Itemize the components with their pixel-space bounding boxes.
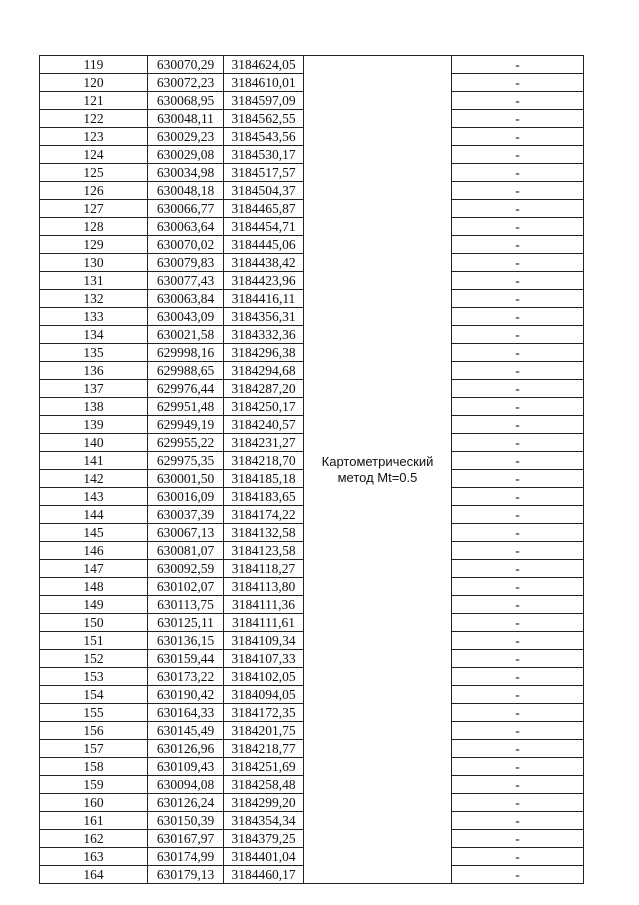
x-coordinate-cell: 630126,24 xyxy=(148,794,224,812)
point-number-cell: 127 xyxy=(40,200,148,218)
y-coordinate-cell: 3184183,65 xyxy=(224,488,304,506)
accuracy-cell: - xyxy=(452,344,584,362)
x-coordinate-cell: 630109,43 xyxy=(148,758,224,776)
point-number-cell: 122 xyxy=(40,110,148,128)
accuracy-cell: - xyxy=(452,596,584,614)
y-coordinate-cell: 3184465,87 xyxy=(224,200,304,218)
point-number-cell: 134 xyxy=(40,326,148,344)
accuracy-cell: - xyxy=(452,110,584,128)
x-coordinate-cell: 630190,42 xyxy=(148,686,224,704)
x-coordinate-cell: 630102,07 xyxy=(148,578,224,596)
point-number-cell: 153 xyxy=(40,668,148,686)
accuracy-cell: - xyxy=(452,542,584,560)
x-coordinate-cell: 630029,08 xyxy=(148,146,224,164)
accuracy-cell: - xyxy=(452,182,584,200)
y-coordinate-cell: 3184296,38 xyxy=(224,344,304,362)
point-number-cell: 135 xyxy=(40,344,148,362)
x-coordinate-cell: 630066,77 xyxy=(148,200,224,218)
accuracy-cell: - xyxy=(452,506,584,524)
x-coordinate-cell: 630159,44 xyxy=(148,650,224,668)
coordinates-sheet xyxy=(39,55,584,884)
y-coordinate-cell: 3184107,33 xyxy=(224,650,304,668)
accuracy-cell: - xyxy=(452,866,584,884)
x-coordinate-cell: 630167,97 xyxy=(148,830,224,848)
y-coordinate-cell: 3184174,22 xyxy=(224,506,304,524)
point-number-cell: 126 xyxy=(40,182,148,200)
x-coordinate-cell: 629998,16 xyxy=(148,344,224,362)
accuracy-cell: - xyxy=(452,488,584,506)
accuracy-cell: - xyxy=(452,362,584,380)
accuracy-cell: - xyxy=(452,218,584,236)
point-number-cell: 156 xyxy=(40,722,148,740)
accuracy-cell: - xyxy=(452,452,584,470)
accuracy-cell: - xyxy=(452,236,584,254)
accuracy-cell: - xyxy=(452,830,584,848)
x-coordinate-cell: 630179,13 xyxy=(148,866,224,884)
x-coordinate-cell: 630113,75 xyxy=(148,596,224,614)
accuracy-cell: - xyxy=(452,578,584,596)
x-coordinate-cell: 629949,19 xyxy=(148,416,224,434)
accuracy-cell: - xyxy=(452,434,584,452)
y-coordinate-cell: 3184401,04 xyxy=(224,848,304,866)
x-coordinate-cell: 630034,98 xyxy=(148,164,224,182)
coordinates-table-body xyxy=(40,56,584,884)
x-coordinate-cell: 630070,29 xyxy=(148,56,224,74)
y-coordinate-cell: 3184517,57 xyxy=(224,164,304,182)
y-coordinate-cell: 3184445,06 xyxy=(224,236,304,254)
point-number-cell: 144 xyxy=(40,506,148,524)
y-coordinate-cell: 3184454,71 xyxy=(224,218,304,236)
accuracy-cell: - xyxy=(452,812,584,830)
accuracy-cell: - xyxy=(452,560,584,578)
accuracy-cell: - xyxy=(452,614,584,632)
accuracy-cell: - xyxy=(452,164,584,182)
x-coordinate-cell: 629976,44 xyxy=(148,380,224,398)
point-number-cell: 125 xyxy=(40,164,148,182)
x-coordinate-cell: 630021,58 xyxy=(148,326,224,344)
point-number-cell: 150 xyxy=(40,614,148,632)
point-number-cell: 159 xyxy=(40,776,148,794)
y-coordinate-cell: 3184185,18 xyxy=(224,470,304,488)
accuracy-cell: - xyxy=(452,92,584,110)
y-coordinate-cell: 3184231,27 xyxy=(224,434,304,452)
y-coordinate-cell: 3184172,35 xyxy=(224,704,304,722)
accuracy-cell: - xyxy=(452,326,584,344)
point-number-cell: 154 xyxy=(40,686,148,704)
x-coordinate-cell: 630068,95 xyxy=(148,92,224,110)
accuracy-cell: - xyxy=(452,758,584,776)
y-coordinate-cell: 3184123,58 xyxy=(224,542,304,560)
x-coordinate-cell: 629951,48 xyxy=(148,398,224,416)
accuracy-cell: - xyxy=(452,416,584,434)
coordinates-table xyxy=(39,55,584,884)
point-number-cell: 158 xyxy=(40,758,148,776)
x-coordinate-cell: 630072,23 xyxy=(148,74,224,92)
point-number-cell: 121 xyxy=(40,92,148,110)
y-coordinate-cell: 3184251,69 xyxy=(224,758,304,776)
x-coordinate-cell: 630037,39 xyxy=(148,506,224,524)
accuracy-cell: - xyxy=(452,74,584,92)
x-coordinate-cell: 630067,13 xyxy=(148,524,224,542)
x-coordinate-cell: 630173,22 xyxy=(148,668,224,686)
point-number-cell: 138 xyxy=(40,398,148,416)
y-coordinate-cell: 3184258,48 xyxy=(224,776,304,794)
y-coordinate-cell: 3184294,68 xyxy=(224,362,304,380)
y-coordinate-cell: 3184530,17 xyxy=(224,146,304,164)
accuracy-cell: - xyxy=(452,272,584,290)
y-coordinate-cell: 3184299,20 xyxy=(224,794,304,812)
accuracy-cell: - xyxy=(452,668,584,686)
point-number-cell: 119 xyxy=(40,56,148,74)
x-coordinate-cell: 630136,15 xyxy=(148,632,224,650)
point-number-cell: 162 xyxy=(40,830,148,848)
x-coordinate-cell: 630077,43 xyxy=(148,272,224,290)
method-text-line: Картометрический xyxy=(321,453,434,469)
x-coordinate-cell: 630145,49 xyxy=(148,722,224,740)
x-coordinate-cell: 630070,02 xyxy=(148,236,224,254)
accuracy-cell: - xyxy=(452,650,584,668)
y-coordinate-cell: 3184250,17 xyxy=(224,398,304,416)
y-coordinate-cell: 3184113,80 xyxy=(224,578,304,596)
x-coordinate-cell: 630048,18 xyxy=(148,182,224,200)
y-coordinate-cell: 3184118,27 xyxy=(224,560,304,578)
y-coordinate-cell: 3184504,37 xyxy=(224,182,304,200)
y-coordinate-cell: 3184438,42 xyxy=(224,254,304,272)
point-number-cell: 161 xyxy=(40,812,148,830)
x-coordinate-cell: 630048,11 xyxy=(148,110,224,128)
x-coordinate-cell: 630079,83 xyxy=(148,254,224,272)
x-coordinate-cell: 630164,33 xyxy=(148,704,224,722)
point-number-cell: 160 xyxy=(40,794,148,812)
y-coordinate-cell: 3184460,17 xyxy=(224,866,304,884)
table-row xyxy=(40,56,584,74)
accuracy-cell: - xyxy=(452,722,584,740)
y-coordinate-cell: 3184543,56 xyxy=(224,128,304,146)
y-coordinate-cell: 3184111,61 xyxy=(224,614,304,632)
accuracy-cell: - xyxy=(452,290,584,308)
point-number-cell: 163 xyxy=(40,848,148,866)
point-number-cell: 133 xyxy=(40,308,148,326)
y-coordinate-cell: 3184624,05 xyxy=(224,56,304,74)
method-cell xyxy=(304,56,452,884)
point-number-cell: 123 xyxy=(40,128,148,146)
x-coordinate-cell: 630126,96 xyxy=(148,740,224,758)
accuracy-cell: - xyxy=(452,848,584,866)
point-number-cell: 148 xyxy=(40,578,148,596)
x-coordinate-cell: 630174,99 xyxy=(148,848,224,866)
point-number-cell: 120 xyxy=(40,74,148,92)
accuracy-cell: - xyxy=(452,146,584,164)
point-number-cell: 137 xyxy=(40,380,148,398)
accuracy-cell: - xyxy=(452,776,584,794)
y-coordinate-cell: 3184610,01 xyxy=(224,74,304,92)
x-coordinate-cell: 630043,09 xyxy=(148,308,224,326)
y-coordinate-cell: 3184240,57 xyxy=(224,416,304,434)
point-number-cell: 143 xyxy=(40,488,148,506)
y-coordinate-cell: 3184218,77 xyxy=(224,740,304,758)
point-number-cell: 164 xyxy=(40,866,148,884)
x-coordinate-cell: 629955,22 xyxy=(148,434,224,452)
x-coordinate-cell: 630150,39 xyxy=(148,812,224,830)
x-coordinate-cell: 630125,11 xyxy=(148,614,224,632)
point-number-cell: 139 xyxy=(40,416,148,434)
accuracy-cell: - xyxy=(452,686,584,704)
y-coordinate-cell: 3184201,75 xyxy=(224,722,304,740)
point-number-cell: 130 xyxy=(40,254,148,272)
x-coordinate-cell: 630094,08 xyxy=(148,776,224,794)
x-coordinate-cell: 630001,50 xyxy=(148,470,224,488)
point-number-cell: 129 xyxy=(40,236,148,254)
point-number-cell: 147 xyxy=(40,560,148,578)
point-number-cell: 136 xyxy=(40,362,148,380)
point-number-cell: 149 xyxy=(40,596,148,614)
y-coordinate-cell: 3184356,31 xyxy=(224,308,304,326)
point-number-cell: 132 xyxy=(40,290,148,308)
y-coordinate-cell: 3184287,20 xyxy=(224,380,304,398)
point-number-cell: 145 xyxy=(40,524,148,542)
y-coordinate-cell: 3184379,25 xyxy=(224,830,304,848)
y-coordinate-cell: 3184094,05 xyxy=(224,686,304,704)
x-coordinate-cell: 629988,65 xyxy=(148,362,224,380)
x-coordinate-cell: 630029,23 xyxy=(148,128,224,146)
y-coordinate-cell: 3184562,55 xyxy=(224,110,304,128)
y-coordinate-cell: 3184218,70 xyxy=(224,452,304,470)
accuracy-cell: - xyxy=(452,632,584,650)
y-coordinate-cell: 3184332,36 xyxy=(224,326,304,344)
point-number-cell: 155 xyxy=(40,704,148,722)
accuracy-cell: - xyxy=(452,56,584,74)
accuracy-cell: - xyxy=(452,398,584,416)
point-number-cell: 141 xyxy=(40,452,148,470)
y-coordinate-cell: 3184109,34 xyxy=(224,632,304,650)
point-number-cell: 157 xyxy=(40,740,148,758)
accuracy-cell: - xyxy=(452,740,584,758)
y-coordinate-cell: 3184423,96 xyxy=(224,272,304,290)
accuracy-cell: - xyxy=(452,470,584,488)
point-number-cell: 131 xyxy=(40,272,148,290)
y-coordinate-cell: 3184597,09 xyxy=(224,92,304,110)
accuracy-cell: - xyxy=(452,308,584,326)
accuracy-cell: - xyxy=(452,128,584,146)
point-number-cell: 124 xyxy=(40,146,148,164)
y-coordinate-cell: 3184416,11 xyxy=(224,290,304,308)
accuracy-cell: - xyxy=(452,524,584,542)
x-coordinate-cell: 630063,84 xyxy=(148,290,224,308)
point-number-cell: 140 xyxy=(40,434,148,452)
accuracy-cell: - xyxy=(452,794,584,812)
point-number-cell: 146 xyxy=(40,542,148,560)
y-coordinate-cell: 3184111,36 xyxy=(224,596,304,614)
x-coordinate-cell: 630016,09 xyxy=(148,488,224,506)
accuracy-cell: - xyxy=(452,704,584,722)
method-text-line: метод Mt=0.5 xyxy=(337,469,418,485)
x-coordinate-cell: 630081,07 xyxy=(148,542,224,560)
x-coordinate-cell: 629975,35 xyxy=(148,452,224,470)
point-number-cell: 128 xyxy=(40,218,148,236)
point-number-cell: 151 xyxy=(40,632,148,650)
x-coordinate-cell: 630063,64 xyxy=(148,218,224,236)
point-number-cell: 142 xyxy=(40,470,148,488)
accuracy-cell: - xyxy=(452,380,584,398)
y-coordinate-cell: 3184354,34 xyxy=(224,812,304,830)
y-coordinate-cell: 3184102,05 xyxy=(224,668,304,686)
accuracy-cell: - xyxy=(452,254,584,272)
y-coordinate-cell: 3184132,58 xyxy=(224,524,304,542)
accuracy-cell: - xyxy=(452,200,584,218)
x-coordinate-cell: 630092,59 xyxy=(148,560,224,578)
point-number-cell: 152 xyxy=(40,650,148,668)
